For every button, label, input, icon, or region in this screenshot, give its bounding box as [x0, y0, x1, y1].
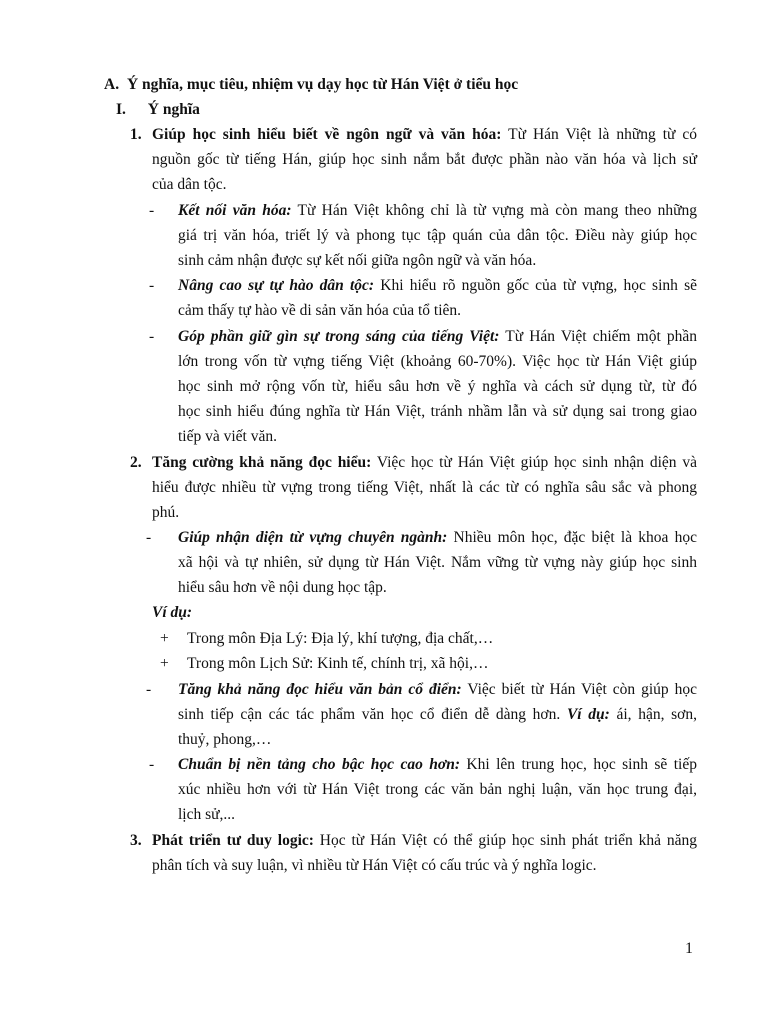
bullet-chuyen-nganh-line3: hiểu sâu hơn về nội dung học tập. — [178, 579, 387, 596]
bullet-ket-noi-line1: Kết nối văn hóa: Từ Hán Việt không chỉ là từ vựng mà còn mang theo những — [178, 202, 697, 219]
bullet-giu-gin-line3: học sinh mở rộng vốn từ, hiểu sâu hơn về ý nghĩa và cách sử dụng từ, từ đó — [178, 378, 697, 395]
item2-line1: Tăng cường khả năng đọc hiểu: Việc học từ Hán Việt giúp học sinh nhận diện và — [152, 454, 697, 471]
bullet-bac-hoc-line2: xúc nhiều hơn với từ Hán Việt trong các văn bản nghị luận, văn học trung đại, — [178, 781, 697, 798]
bullet-dash: - — [146, 529, 152, 546]
bullet-ket-noi-line3: sinh cảm nhận được sự kết nối giữa ngôn ngữ và văn hóa. — [178, 252, 537, 269]
bullet-co-dien-example-label: Ví dụ: — [566, 706, 610, 723]
bullet-co-dien-line3: thuỷ, phong,… — [178, 731, 272, 748]
bullet-chuyen-nganh-lead: Giúp nhận diện từ vựng chuyên ngành: — [178, 529, 448, 546]
plus-marker: + — [160, 630, 169, 647]
item3-lead: Phát triển tư duy logic: — [152, 832, 314, 849]
item1-lead: Giúp học sinh hiểu biết về ngôn ngữ và văn hóa: — [152, 126, 502, 143]
item3-line2: phân tích và suy luận, vì nhiều từ Hán Việt có cấu trúc và ý nghĩa logic. — [152, 857, 597, 874]
item2-lead: Tăng cường khả năng đọc hiểu: — [152, 454, 372, 471]
bullet-dash: - — [149, 756, 155, 773]
heading-a-text: Ý nghĩa, mục tiêu, nhiệm vụ dạy học từ Hán Việt ở tiểu học — [126, 76, 519, 93]
example-label: Ví dụ: — [152, 604, 193, 621]
item1-line3: của dân tộc. — [152, 176, 227, 193]
heading-a — [104, 72, 518, 97]
heading-a-marker: A. — [104, 76, 120, 93]
bullet-ket-noi-line2: giá trị văn hóa, triết lý và phong tục tập quán của dân tộc. Điều này giúp học — [178, 227, 697, 244]
item1-line1: Giúp học sinh hiểu biết về ngôn ngữ và văn hóa: Từ Hán Việt là những từ có — [152, 126, 698, 143]
item2-marker: 2. — [130, 454, 142, 471]
bullet-giu-gin-line5: tiếp và viết văn. — [178, 428, 277, 445]
plus-marker: + — [160, 655, 169, 672]
item1-line2: nguồn gốc từ tiếng Hán, giúp học sinh nắm bắt được phần nào văn hóa và lịch sử — [152, 151, 697, 168]
example-dia-ly: Trong môn Địa Lý: Địa lý, khí tượng, địa chất,… — [187, 630, 494, 647]
bullet-tu-hao-line2: cảm thấy tự hào về di sản văn hóa của tổ tiên. — [178, 302, 462, 319]
bullet-giu-gin-line2: lớn trong vốn từ vựng tiếng Việt (khoảng 60-70%). Việc học từ Hán Việt giúp — [178, 353, 697, 370]
bullet-tu-hao-lead: Nâng cao sự tự hào dân tộc: — [178, 277, 375, 294]
item3-line1: Phát triển tư duy logic: Học từ Hán Việt có thể giúp học sinh phát triển khả năng — [152, 832, 697, 849]
bullet-ket-noi-lead: Kết nối văn hóa: — [178, 202, 292, 219]
item3-marker: 3. — [130, 832, 142, 849]
item1-marker: 1. — [130, 126, 142, 143]
heading-i — [116, 97, 200, 122]
bullet-dash: - — [149, 202, 155, 219]
bullet-co-dien-line1: Tăng khả năng đọc hiểu văn bản cổ điển: Việc biết từ Hán Việt còn giúp học — [178, 681, 697, 698]
bullet-bac-hoc-lead: Chuẩn bị nền tảng cho bậc học cao hơn: — [178, 756, 460, 773]
bullet-dash: - — [146, 681, 152, 698]
bullet-giu-gin-line1: Góp phần giữ gìn sự trong sáng của tiếng Việt: Từ Hán Việt chiếm một phần — [178, 328, 697, 345]
example-lich-su: Trong môn Lịch Sử: Kinh tế, chính trị, xã hội,… — [187, 655, 489, 672]
bullet-tu-hao-line1: Nâng cao sự tự hào dân tộc: Khi hiểu rõ nguồn gốc của từ vựng, học sinh sẽ — [178, 277, 697, 294]
bullet-bac-hoc-line1: Chuẩn bị nền tảng cho bậc học cao hơn: Khi lên trung học, học sinh sẽ tiếp — [178, 756, 697, 773]
page-number: 1 — [685, 940, 693, 957]
bullet-dash: - — [149, 277, 155, 294]
item2-line3: phú. — [152, 504, 180, 521]
heading-i-marker: I. — [116, 101, 126, 118]
item2-line2: hiểu được nhiều từ vựng trong tiếng Việt, nhất là các từ có nghĩa sâu sắc và phong — [152, 479, 697, 496]
bullet-dash: - — [149, 328, 155, 345]
heading-i-text: Ý nghĩa — [147, 101, 200, 118]
bullet-chuyen-nganh-line2: xã hội và tự nhiên, sử dụng từ Hán Việt. Nắm vững từ vựng này giúp học sinh — [178, 554, 697, 571]
bullet-chuyen-nganh-line1: Giúp nhận diện từ vựng chuyên ngành: Nhiều môn học, đặc biệt là khoa học — [178, 529, 697, 546]
bullet-giu-gin-line4: học sinh hiểu đúng nghĩa từ Hán Việt, tránh nhầm lẫn và sử dụng sai trong giao — [178, 403, 697, 420]
bullet-co-dien-lead: Tăng khả năng đọc hiểu văn bản cổ điển: — [178, 681, 462, 698]
bullet-bac-hoc-line3: lịch sử,... — [178, 806, 236, 823]
bullet-giu-gin-lead: Góp phần giữ gìn sự trong sáng của tiếng Việt: — [178, 328, 500, 345]
bullet-co-dien-line2: sinh tiếp cận các tác phẩm văn học cổ điển dễ dàng hơn. Ví dụ: ái, hận, sơn, — [178, 706, 697, 723]
